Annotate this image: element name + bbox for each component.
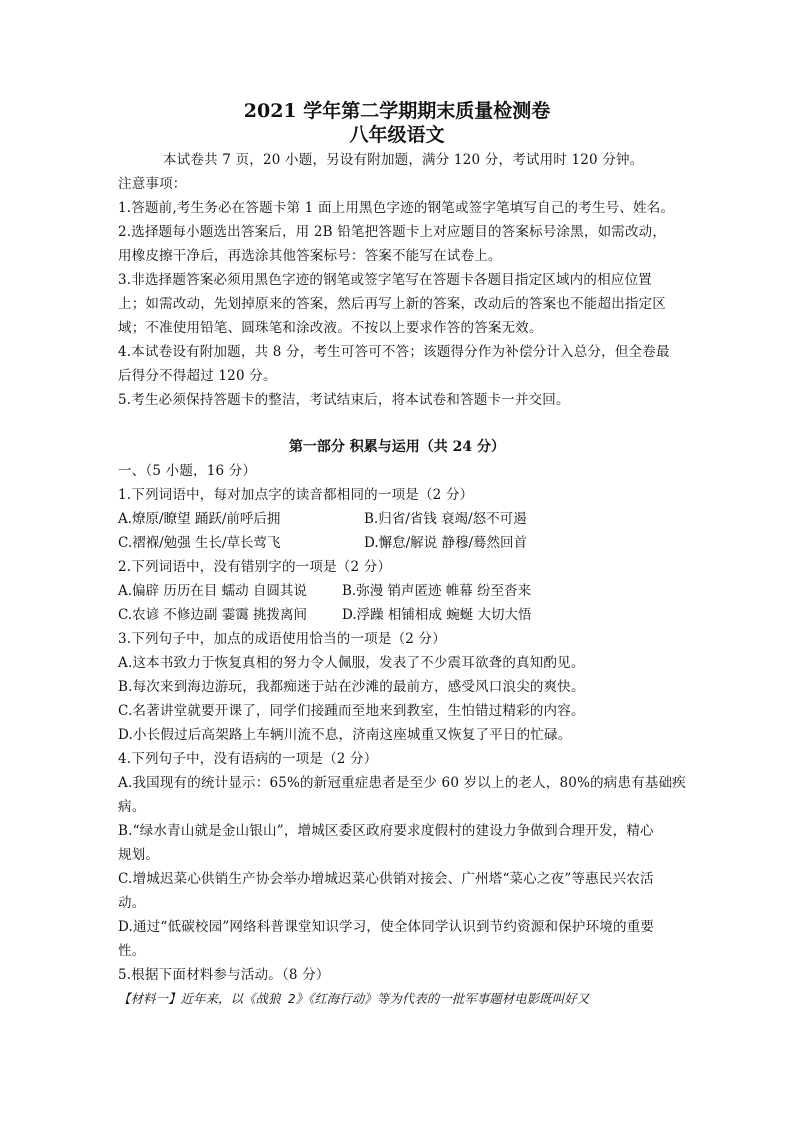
q4-option-c-cont: 动。 bbox=[118, 895, 146, 911]
q4-option-d-cont: 性。 bbox=[118, 943, 146, 959]
note-line: 4.本试卷设有附加题，共 8 分，考生可答可不答；该题得分作为补偿分计入总分，但全卷最 bbox=[118, 344, 670, 360]
q2-option-d: D.浮躁 相铺相成 蜿蜒 大切大悟 bbox=[342, 607, 532, 623]
section-title: 第一部分 积累与运用（共 24 分） bbox=[288, 439, 506, 455]
q4-option-a-cont: 病。 bbox=[118, 799, 146, 815]
q2-option-c: C.农谚 不修边副 霎霭 挑拨离间 bbox=[118, 607, 308, 623]
q1-option-a: A.燎原/瞭望 踊跃/前呼后拥 bbox=[118, 511, 281, 527]
note-line: 5.考生必须保持答题卡的整洁，考试结束后，将本试卷和答题卡一并交回。 bbox=[118, 392, 570, 408]
q4-option-b-cont: 规划。 bbox=[118, 847, 160, 863]
note-line: 域；不准使用铅笔、圆珠笔和涂改液。不按以上要求作答的答案无效。 bbox=[118, 320, 543, 336]
q3-option-b: B.每次来到海边游玩，我都痴迷于站在沙滩的最前方，感受风口浪尖的爽快。 bbox=[118, 679, 585, 695]
q2-option-b: B.弥漫 销声匿迹 帷幕 纷至沓来 bbox=[342, 583, 532, 599]
question-1-stem: 1.下列词语中，每对加点字的读音都相同的一项是（2 分） bbox=[118, 487, 474, 503]
material-one-text: 【材料一】近年来，以《战狼 2》《红海行动》等为代表的一批军事题材电影既叫好又 bbox=[118, 991, 590, 1006]
note-line: 2.选择题每小题选出答案后，用 2B 铅笔把答题卡上对应题目的答案标号涂黑，如需改动， bbox=[118, 224, 667, 240]
exam-intro: 本试卷共 7 页，20 小题，另设有附加题，满分 120 分，考试用时 120 分钟。 bbox=[163, 152, 644, 168]
page-subtitle: 八年级语文 bbox=[349, 124, 445, 146]
q3-option-c: C.名著讲堂就要开课了，同学们接踵而至地来到教室，生怕错过精彩的内容。 bbox=[118, 703, 585, 719]
note-line: 3.非选择题答案必须用黑色字迹的钢笔或签字笔写在答题卡各题目指定区域内的相应位置 bbox=[118, 272, 652, 288]
q4-option-a: A.我国现有的统计显示：65%的新冠重症患者是至少 60 岁以上的老人，80%的病患有基础疾 bbox=[118, 775, 687, 791]
q1-option-c: C.褶褓/勉强 生长/草长莺飞 bbox=[118, 535, 281, 551]
note-line: 1.答题前,考生务必在答题卡第 1 面上用黑色字迹的钢笔或签字笔填写自己的考生号、姓名。 bbox=[118, 200, 675, 216]
note-line: 用橡皮擦干净后，再选涂其他答案标号：答案不能写在试卷上。 bbox=[118, 248, 502, 264]
q2-option-a: A.偏辟 历历在目 蠕动 自圆其说 bbox=[118, 583, 307, 599]
question-4-stem: 4.下列句子中，没有语病的一项是（2 分） bbox=[118, 751, 378, 767]
q4-option-b: B.“绿水青山就是金山银山”，增城区委区政府要求度假村的建设力争做到合理开发，精心 bbox=[118, 823, 654, 839]
note-line: 后得分不得超过 120 分。 bbox=[118, 368, 277, 384]
note-line: 上；如需改动，先划掉原来的答案，然后再写上新的答案，改动后的答案也不能超出指定区 bbox=[118, 296, 666, 312]
q3-option-d: D.小长假过后高架路上车辆川流不息，济南这座城重又恢复了平日的忙碌。 bbox=[118, 727, 572, 743]
question-group-header: 一、（5 小题，16 分） bbox=[118, 463, 257, 479]
page-title: 2021 学年第二学期期末质量检测卷 bbox=[243, 100, 551, 122]
q1-option-d: D.懈怠/解说 静穆/蓦然回首 bbox=[364, 535, 528, 551]
q4-option-d: D.通过“低碳校园”网络科普课堂知识学习，使全体同学认识到节约资源和保护环境的重要 bbox=[118, 919, 655, 935]
notes-heading: 注意事项： bbox=[118, 176, 187, 192]
question-5-stem: 5.根据下面材料参与活动。（8 分） bbox=[118, 967, 330, 983]
question-3-stem: 3.下列句子中，加点的成语使用恰当的一项是（2 分） bbox=[118, 631, 446, 647]
question-2-stem: 2.下列词语中，没有错别字的一项是（2 分） bbox=[118, 559, 392, 575]
q4-option-c: C.增城迟菜心供销生产协会举办增城迟菜心供销对接会、广州塔“菜心之夜”等惠民兴农活 bbox=[118, 871, 654, 887]
q1-option-b: B.归省/省钱 衰竭/怒不可遏 bbox=[364, 511, 527, 527]
q3-option-a: A.这本书致力于恢复真相的努力令人佩服，发表了不少震耳欲聋的真知酌见。 bbox=[118, 655, 585, 671]
